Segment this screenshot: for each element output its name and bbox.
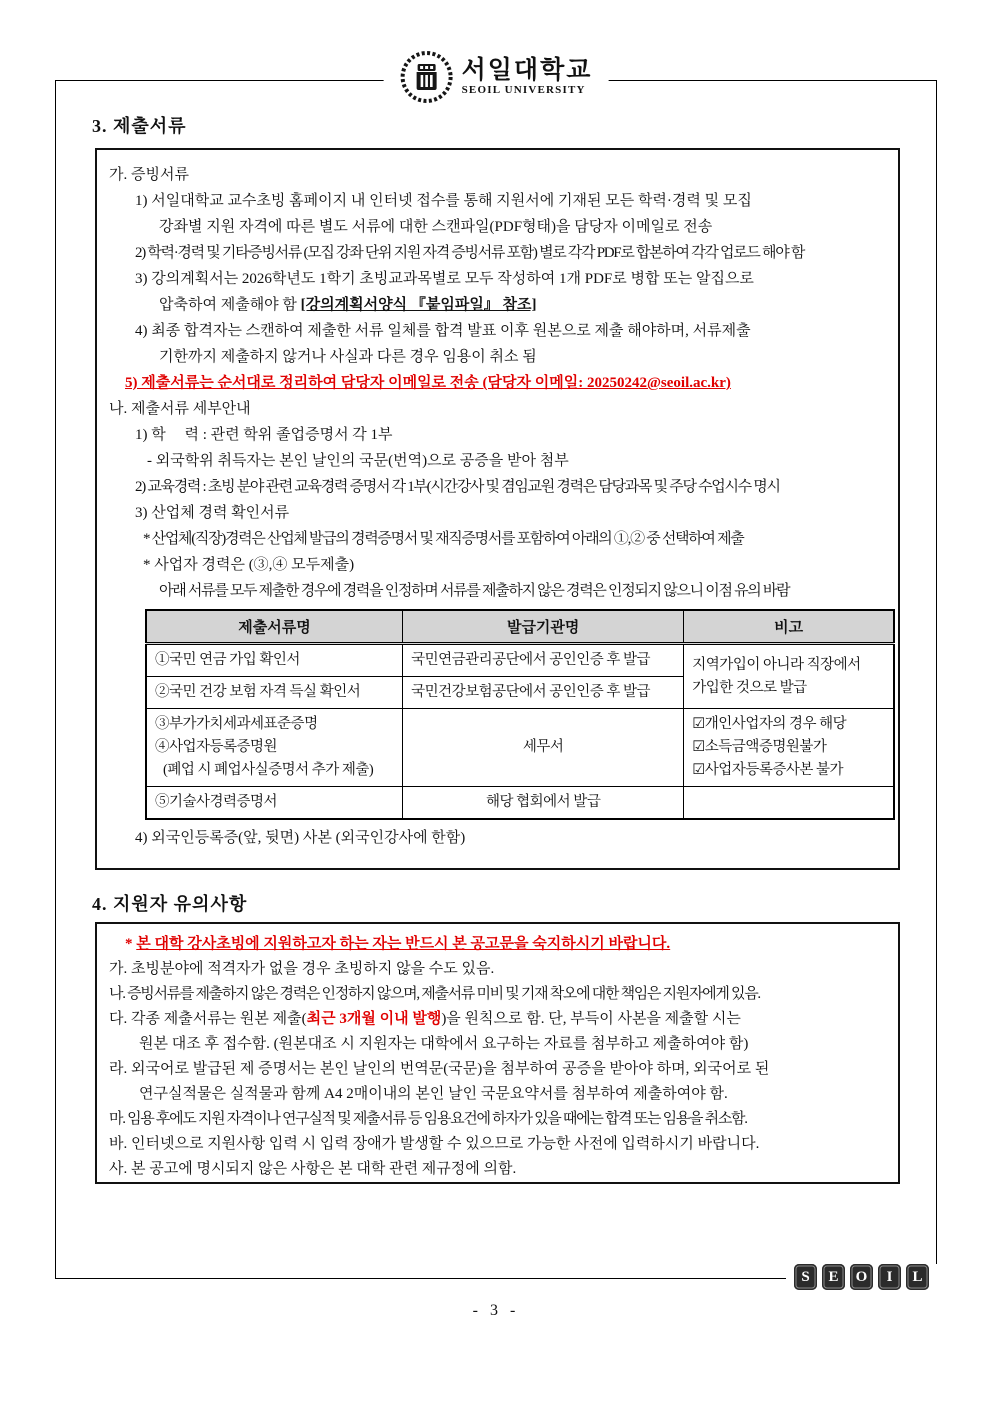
submission-documents-box xyxy=(95,148,900,870)
text-line xyxy=(109,214,886,240)
table-cell-document xyxy=(146,709,403,787)
university-name-korean: 서일대학교 xyxy=(461,56,593,84)
plain-text: 2) 교육경력 : 초빙 분야 관련 교육경력 증명서 각 1부(시간강사 및 겸임교원 경력은 담당과목 및 주당 수업시수 명시 xyxy=(135,479,780,495)
plain-text: 가. 증빙서류 xyxy=(109,167,189,183)
text-line xyxy=(109,396,886,422)
box1-lines-bottom xyxy=(109,825,886,851)
table-cell-note xyxy=(684,644,894,709)
text-line xyxy=(109,1057,886,1082)
text-line xyxy=(109,1107,886,1132)
text-line xyxy=(109,1032,886,1057)
plain-text: * 산업체(직장)경력은 산업체 발급의 경력증명서 및 재직증명서를 포함하여 아래의 ①,② 중 선택하여 제출 xyxy=(143,531,744,547)
seoil-footer-logo xyxy=(786,1264,937,1290)
text-line xyxy=(109,526,886,552)
text-line xyxy=(109,448,886,474)
plain-text: 1) 서일대학교 교수초빙 홈페이지 내 인터넷 접수를 통해 지원서에 기재된 모든 학력·경력 및 모집 xyxy=(135,193,752,209)
plain-text: 마. 임용 후에도 지원 자격이나 연구실적 및 제출서류 등 임용요건에 하자가 있을 때에는 합격 또는 임용을 취소함. xyxy=(109,1111,747,1127)
text-line xyxy=(109,825,886,851)
section4-title: 4. 지원자 유의사항 xyxy=(92,894,248,914)
document-line: ④사업자등록증명원 xyxy=(155,739,278,755)
plain-text: 연구실적물은 실적물과 함께 A4 2매이내의 본인 날인 국문요약서를 첨부하여 제출하여야 함. xyxy=(139,1086,728,1102)
plain-text: 아래 서류를 모두 제출한 경우에 경력을 인정하며 서류를 제출하지 않은 경력은 인정되지 않으니 이점 유의 바람 xyxy=(159,583,790,599)
plain-text: 나. 제출서류 세부안내 xyxy=(109,401,251,417)
table-cell-note xyxy=(684,709,894,787)
seoil-letter-block: E xyxy=(822,1264,845,1290)
plain-text: * 사업자 경력은 (③,④ 모두제출) xyxy=(143,557,355,573)
text-line xyxy=(109,500,886,526)
text-line xyxy=(109,932,886,957)
plain-text: 압축하여 제출해야 함 xyxy=(159,297,301,313)
plain-text: 바. 인터넷으로 지원사항 입력 시 입력 장애가 발생할 수 있으므로 가능한 사전에 입력하시기 바랍니다. xyxy=(109,1136,760,1152)
emphasis-text: [강의계획서양식 『붙임파일』 참조] xyxy=(300,297,537,313)
seoil-letter-block: L xyxy=(906,1264,929,1290)
text-line xyxy=(109,1082,886,1107)
table-row xyxy=(146,644,894,677)
text-line xyxy=(109,370,886,396)
table-cell-document: ①국민 연금 가입 확인서 xyxy=(146,644,403,677)
text-line xyxy=(109,957,886,982)
plain-text: 1) 학 력 : 관련 학위 졸업증명서 각 1부 xyxy=(135,427,393,443)
plain-text: 나. 증빙서류를 제출하지 않은 경력은 인정하지 않으며, 제출서류 미비 및 기재 착오에 대한 책임은 지원자에게 있음. xyxy=(109,986,760,1002)
text-line xyxy=(109,1132,886,1157)
text-line xyxy=(109,292,886,318)
emphasis-text: * xyxy=(125,936,137,952)
text-line xyxy=(109,578,886,604)
plain-text: 사. 본 공고에 명시되지 않은 사항은 본 대학 관련 제규정에 의함. xyxy=(109,1161,517,1177)
table-cell-issuer: 국민연금관리공단에서 공인인증 후 발급 xyxy=(403,644,684,677)
emphasis-text: 5) 제출서류는 순서대로 정리하여 담당자 이메일로 전송 (담당자 이메일: 20250242@seoil.ac.kr) xyxy=(125,375,731,391)
plain-text: 3) 산업체 경력 확인서류 xyxy=(135,505,290,521)
plain-text: 강좌별 지원 자격에 따른 별도 서류에 대한 스캔파일(PDF형태)을 담당자 이메일로 전송 xyxy=(159,219,713,235)
table-row xyxy=(146,787,894,820)
table-cell-issuer: 세무서 xyxy=(403,709,684,787)
text-line xyxy=(109,162,886,188)
text-line xyxy=(109,422,886,448)
emphasis-text: 최근 3개월 이내 발행 xyxy=(306,1011,442,1027)
table-header-row xyxy=(146,610,894,644)
plain-text: 라. 외국어로 발급된 제 증명서는 본인 날인의 번역문(국문)을 첨부하여 공증을 받아야 하며, 외국어로 된 xyxy=(109,1061,770,1077)
section3-title: 3. 제출서류 xyxy=(92,116,187,136)
plain-text: 원본 대조 후 접수함. (원본대조 시 지원자는 대학에서 요구하는 자료를 첨부하고 제출하여야 함) xyxy=(139,1036,749,1052)
text-line xyxy=(109,474,886,500)
box2-lines xyxy=(109,932,886,1182)
plain-text: 기한까지 제출하지 않거나 사실과 다른 경우 임용이 취소 됨 xyxy=(159,349,537,365)
text-line xyxy=(109,1007,886,1032)
applicant-notes-box xyxy=(95,922,900,1184)
text-line xyxy=(109,982,886,1007)
university-name xyxy=(462,58,593,97)
plain-text: 4) 최종 합격자는 스캔하여 제출한 서류 일체를 합격 발표 이후 원본으로 제출 해야하며, 서류제출 xyxy=(135,323,751,339)
document-line: ③부가가치세과세표준증명 xyxy=(155,716,318,732)
plain-text: 다. 각종 제출서류는 원본 제출( xyxy=(109,1011,307,1027)
text-line xyxy=(109,188,886,214)
note-line: ☑사업자등록증사본 불가 xyxy=(692,762,843,778)
text-line xyxy=(109,318,886,344)
text-line xyxy=(109,344,886,370)
seoil-letter-block: S xyxy=(794,1264,817,1290)
column-header-note: 비고 xyxy=(684,610,894,644)
note-line: ☑개인사업자의 경우 해당 xyxy=(692,716,847,732)
text-line xyxy=(109,266,886,292)
box1-lines-top xyxy=(109,162,886,604)
plain-text: 가. 초빙분야에 적격자가 없을 경우 초빙하지 않을 수도 있음. xyxy=(109,961,495,977)
university-seal-icon xyxy=(400,50,454,104)
text-line xyxy=(109,552,886,578)
plain-text: - 외국학위 취득자는 본인 날인의 국문(번역)으로 공증을 받아 첨부 xyxy=(147,453,569,469)
plain-text: 2) 학력·경력 및 기타증빙서류 (모집 강좌 단위 지원 자격 증빙서류 포함) 별로 각각 PDF로 합본하여 각각 업로드 해야 함 xyxy=(135,245,805,261)
table-cell-issuer: 국민건강보험공단에서 공인인증 후 발급 xyxy=(403,677,684,709)
table-row xyxy=(146,709,894,787)
plain-text: 3) 강의계획서는 2026학년도 1학기 초빙교과목별로 모두 작성하여 1개 PDF로 병합 또는 알집으로 xyxy=(135,271,754,287)
note-line: 가입한 것으로 발급 xyxy=(692,679,807,696)
note-line: ☑소득금액증명원불가 xyxy=(692,739,827,755)
text-line xyxy=(109,240,886,266)
plain-text: )을 원칙으로 함. 단, 부득이 사본을 제출할 시는 xyxy=(441,1011,741,1027)
table-cell-document: ②국민 건강 보험 자격 득실 확인서 xyxy=(146,677,403,709)
seoil-letter-block: I xyxy=(878,1264,901,1290)
table-cell-issuer: 해당 협회에서 발급 xyxy=(403,787,684,820)
plain-text: 4) 외국인등록증(앞, 뒷면) 사본 (외국인강사에 한함) xyxy=(135,830,466,846)
column-header-document: 제출서류명 xyxy=(146,610,403,644)
university-logo xyxy=(384,50,609,104)
seoil-letter-block: O xyxy=(850,1264,873,1290)
table-cell-note xyxy=(684,787,894,820)
submission-documents-table xyxy=(145,609,895,820)
table-cell-document: ⑤기술사경력증명서 xyxy=(146,787,403,820)
university-name-english: SEOIL UNIVERSITY xyxy=(461,83,586,96)
emphasis-text: 본 대학 강사초빙에 지원하고자 하는 자는 반드시 본 공고문을 숙지하시기 바랍니다. xyxy=(136,936,671,952)
column-header-issuer: 발급기관명 xyxy=(403,610,684,644)
text-line xyxy=(109,1157,886,1182)
document-line: (폐업 시 폐업사실증명서 추가 제출) xyxy=(163,762,374,778)
page-number: - 3 - xyxy=(472,1302,520,1319)
note-line: 지역가입이 아니라 직장에서 xyxy=(692,656,861,673)
